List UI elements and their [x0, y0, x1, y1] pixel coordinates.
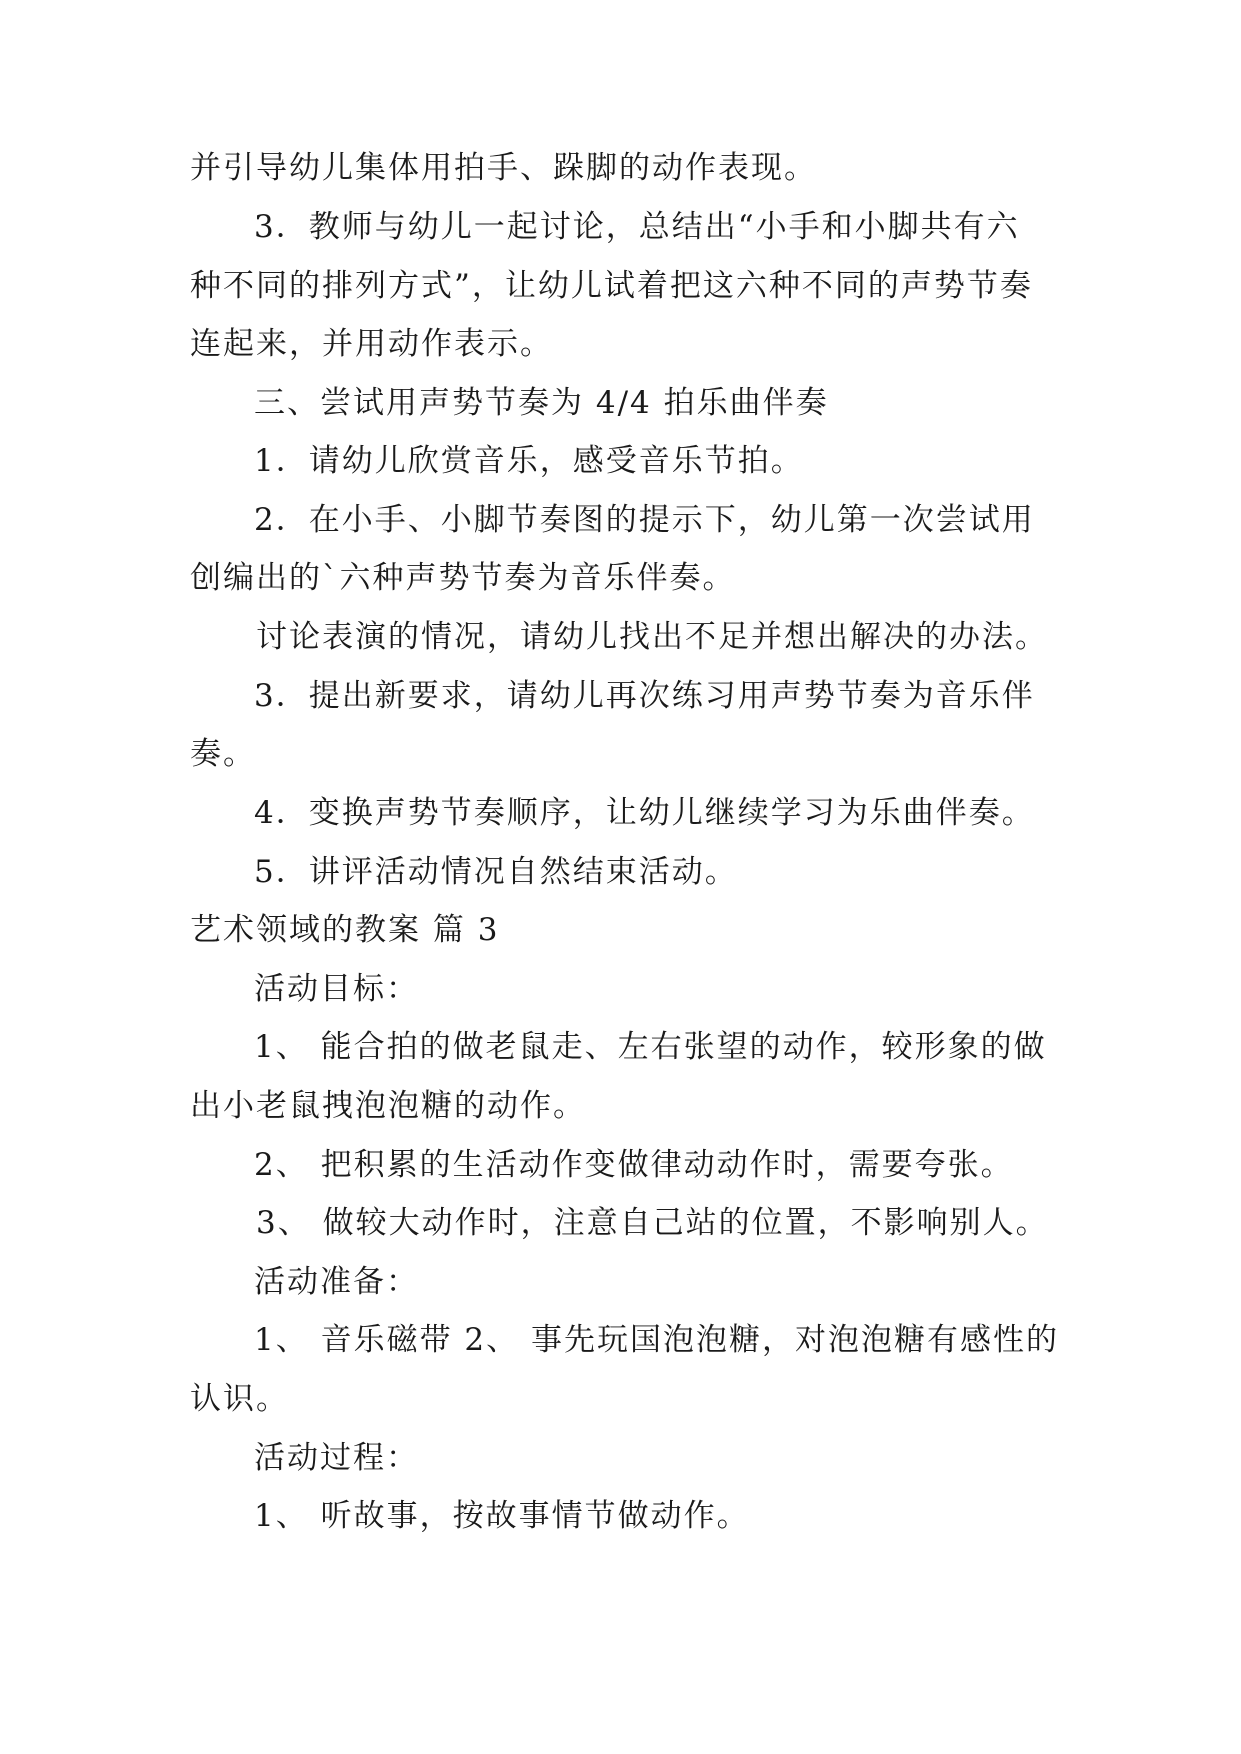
- text-line: 2．在小手、小脚节奏图的提示下，幼儿第一次尝试用: [254, 502, 1035, 538]
- text-line: 3．提出新要求，请幼儿再次练习用声势节奏为音乐伴: [254, 678, 1035, 714]
- subheading: 活动过程：: [254, 1440, 419, 1476]
- text-line: 创编出的`六种声势节奏为音乐伴奏。: [190, 560, 736, 596]
- section-heading: 三、尝试用声势节奏为 4/4 拍乐曲伴奏: [254, 385, 829, 421]
- text-line: 并引导幼儿集体用拍手、跺脚的动作表现。: [190, 150, 817, 186]
- text-line: 4．变换声势节奏顺序，让幼儿继续学习为乐曲伴奏。: [254, 795, 1035, 831]
- text-line: 2、 把积累的生活动作变做律动动作时，需要夸张。: [254, 1147, 1014, 1183]
- text-line: 奏。: [190, 736, 256, 772]
- text-line: 出小老鼠拽泡泡糖的动作。: [190, 1088, 586, 1124]
- text-line: 认识。: [190, 1381, 289, 1417]
- text-line: 讨论表演的情况，请幼儿找出不足并想出解决的办法。: [256, 619, 1048, 655]
- text-line: 3、 做较大动作时，注意自己站的位置，不影响别人。: [256, 1205, 1049, 1241]
- section-title: 艺术领域的教案 篇 3: [190, 912, 500, 948]
- text-line: 3．教师与幼儿一起讨论，总结出“小手和小脚共有六: [254, 209, 1020, 245]
- text-line: 1．请幼儿欣赏音乐，感受音乐节拍。: [254, 443, 804, 479]
- subheading: 活动目标：: [254, 971, 419, 1007]
- text-line: 连起来，并用动作表示。: [190, 326, 553, 362]
- text-line: 种不同的排列方式”，让幼儿试着把这六种不同的声势节奏: [190, 268, 1033, 304]
- text-line: 1、 能合拍的做老鼠走、左右张望的动作，较形象的做: [254, 1029, 1047, 1065]
- text-line: 1、 音乐磁带 2、 事先玩国泡泡糖，对泡泡糖有感性的: [254, 1322, 1060, 1358]
- text-line: 1、 听故事，按故事情节做动作。: [254, 1498, 750, 1534]
- text-line: 5．讲评活动情况自然结束活动。: [254, 854, 738, 890]
- subheading: 活动准备：: [254, 1264, 419, 1300]
